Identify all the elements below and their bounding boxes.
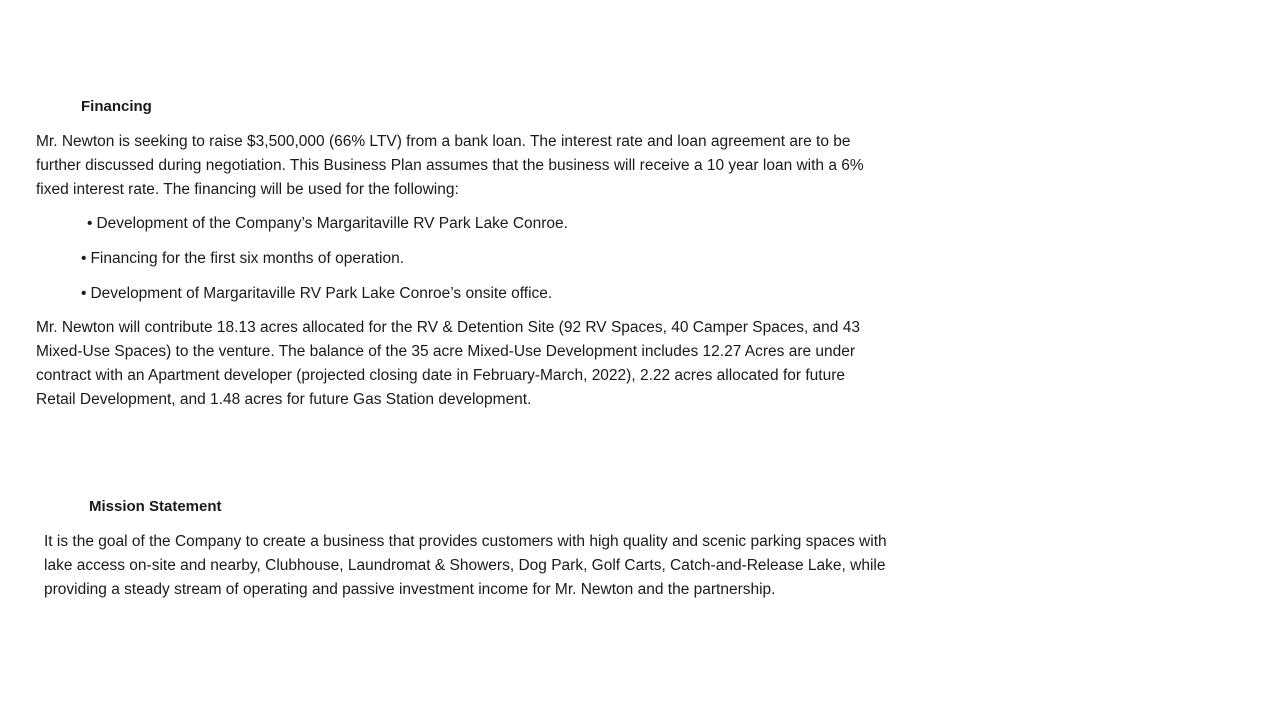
mission-statement-heading: Mission Statement <box>89 498 222 515</box>
financing-bullet-text: Development of the Company’s Margaritaville RV Park Lake Conroe. <box>96 215 568 232</box>
bullet-icon: • <box>81 285 87 302</box>
financing-bullet-text: Financing for the first six months of operation. <box>90 250 405 267</box>
financing-bullet-item <box>87 214 568 234</box>
mission-statement-paragraph: It is the goal of the Company to create a business that provides customers with high quality and scenic parking spaces with lake access on-site and nearby, Clubhouse, Laundromat & Showers, Dog Park, Golf Carts, Catch-and-Release Lake, while providing a steady stream of operating and passive investment income for Mr. Newton and the partnership. <box>44 533 887 598</box>
financing-heading: Financing <box>81 98 152 115</box>
contribution-paragraph: Mr. Newton will contribute 18.13 acres allocated for the RV & Detention Site (92 RV Spaces, 40 Camper Spaces, and 43 Mixed-Use Spaces) to the venture. The balance of the 35 acre Mixed-Use Development includes 12.27 Acres are under contract with an Apartment developer (projected closing date in February-March, 2022), 2.22 acres allocated for future Retail Development, and 1.48 acres for future Gas Station development. <box>36 319 860 408</box>
bullet-icon: • <box>81 250 87 267</box>
financing-bullet-text: Development of Margaritaville RV Park Lake Conroe’s onsite office. <box>90 285 553 302</box>
financing-intro-paragraph: Mr. Newton is seeking to raise $3,500,000 (66% LTV) from a bank loan. The interest rate and loan agreement are to be further discussed during negotiation. This Business Plan assumes that the business will receive a 10 year loan with a 6% fixed interest rate. The financing will be used for the following: <box>36 133 864 198</box>
financing-bullet-item <box>81 249 404 269</box>
bullet-icon: • <box>87 215 93 232</box>
financing-bullet-item <box>81 284 552 304</box>
